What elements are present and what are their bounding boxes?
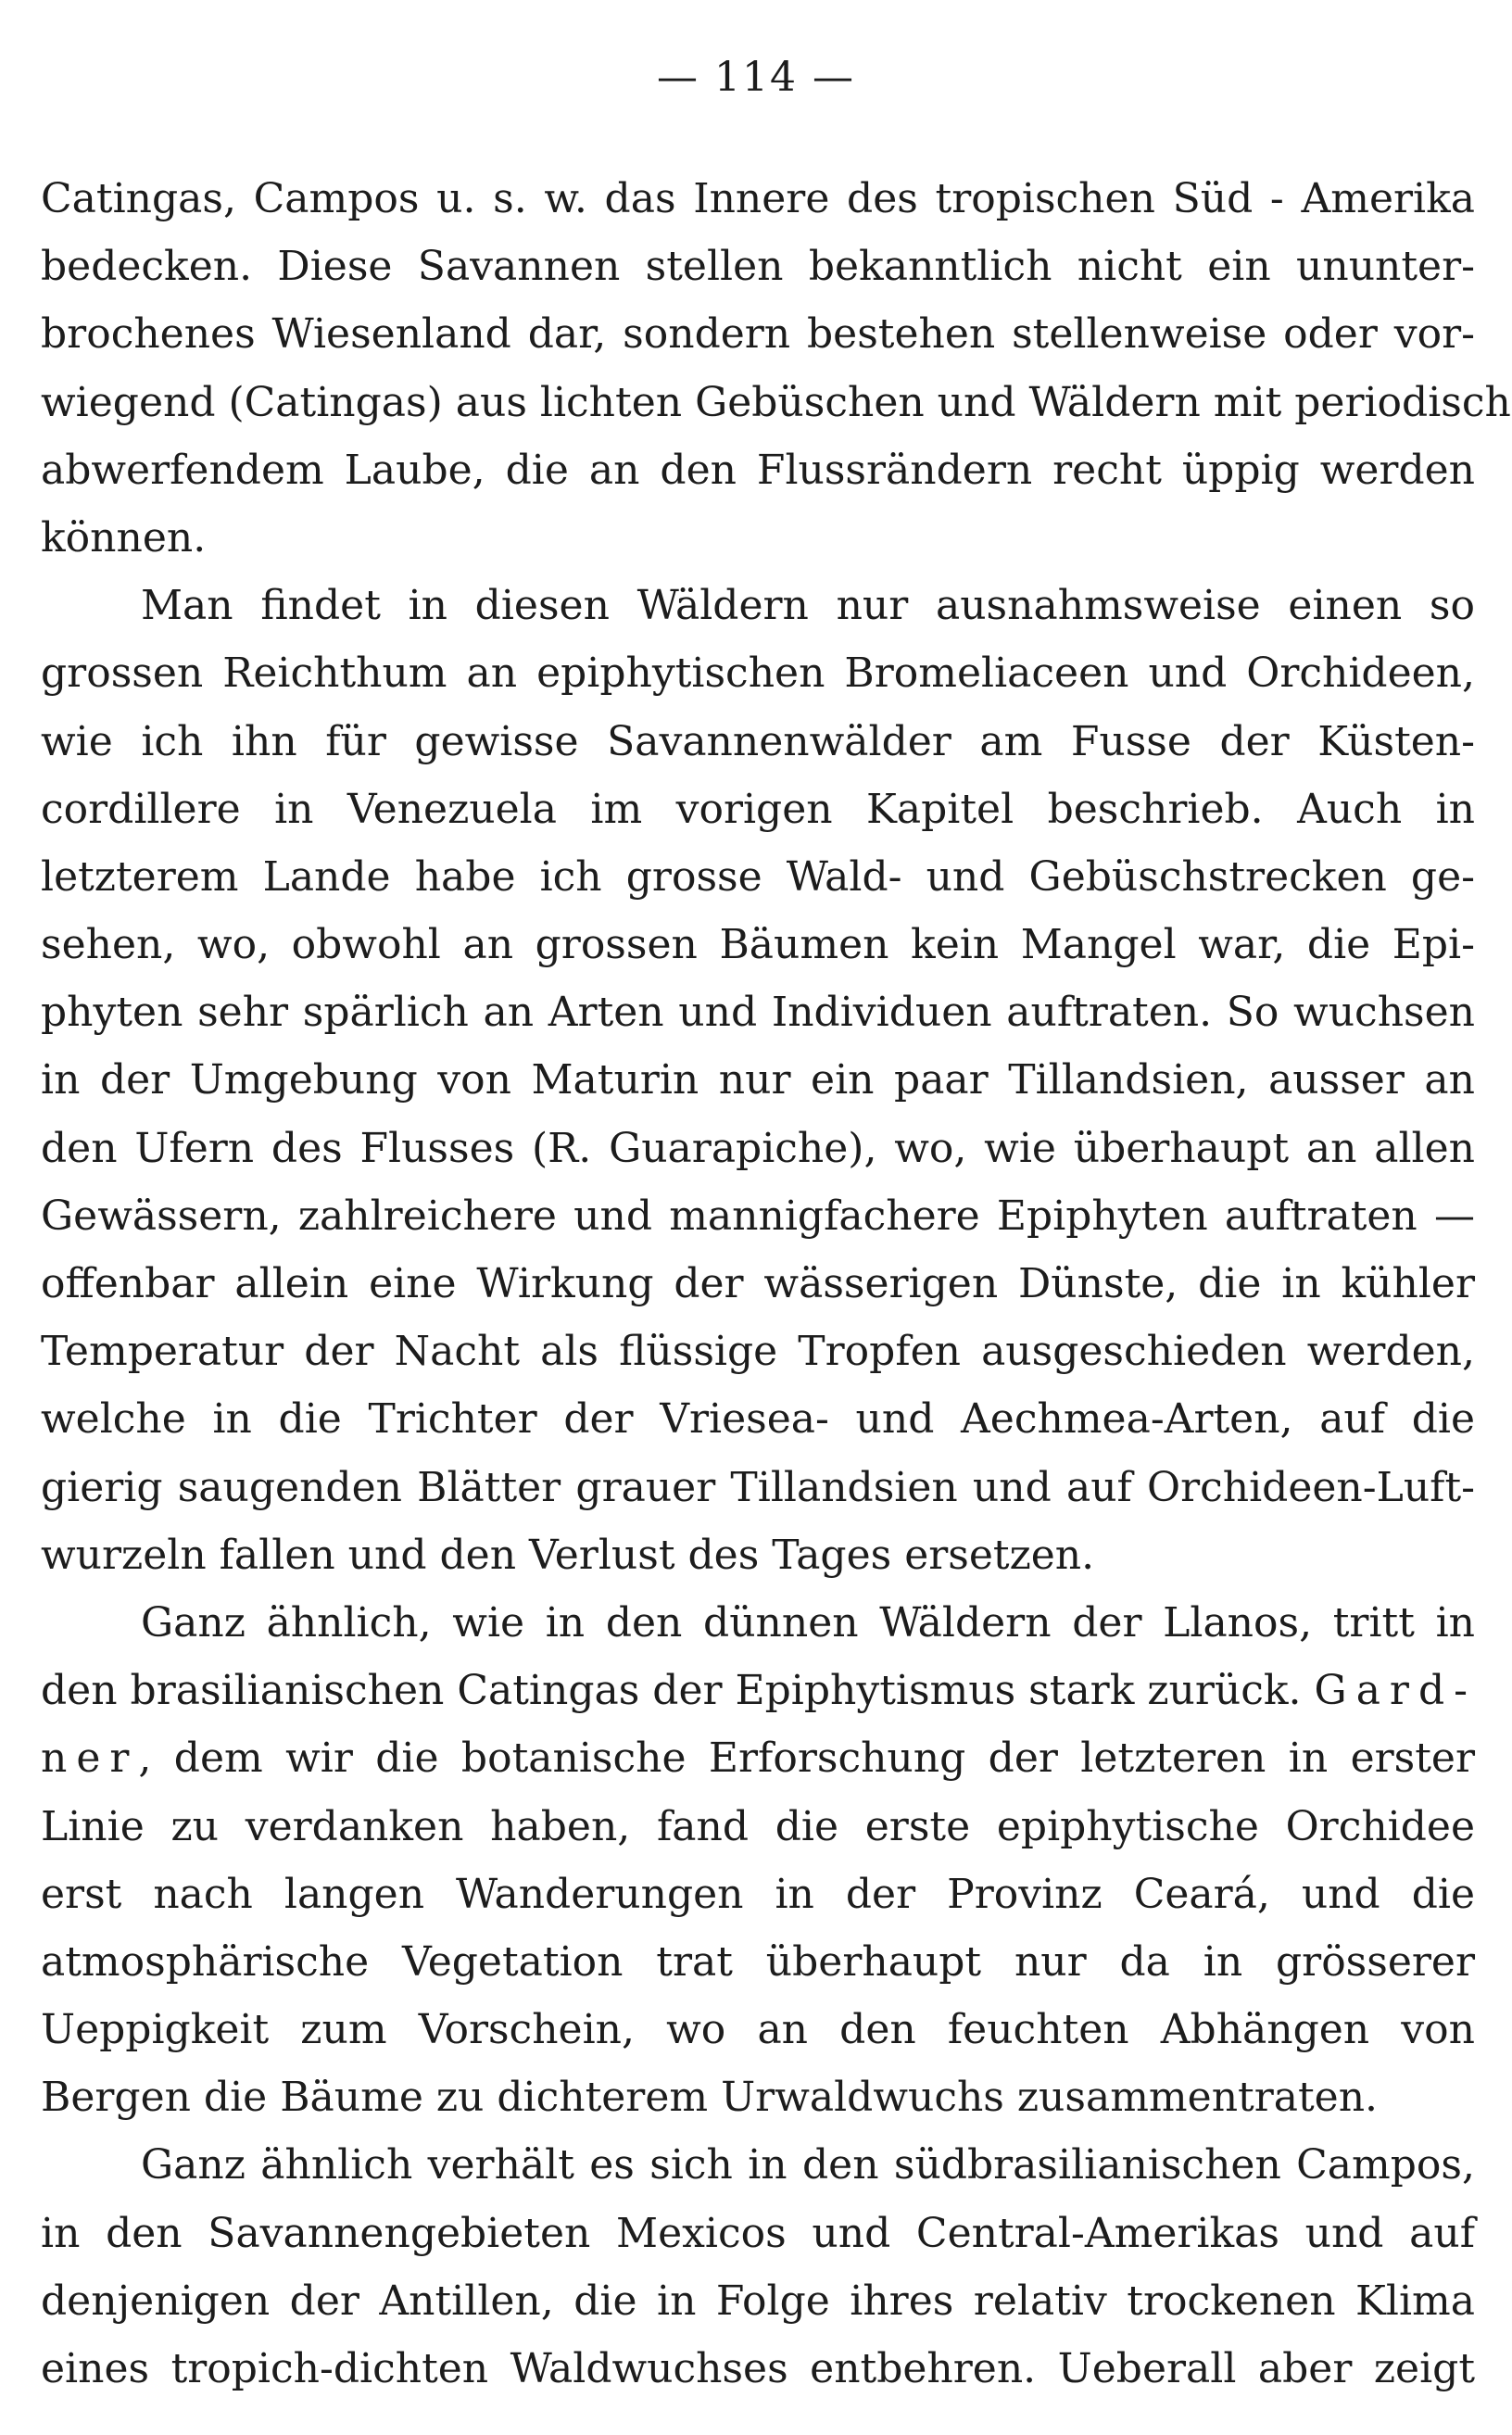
text-line: in der Umgebung von Maturin nur ein paar Tillandsien, ausser an — [41, 1056, 1475, 1104]
paragraph — [41, 572, 1475, 1589]
text-line: letzterem Lande habe ich grosse Wald- und Gebüschstrecken ge- — [41, 852, 1475, 901]
text-line: Linie zu verdanken haben, fand die erste epiphytische Orchidee — [41, 1802, 1475, 1850]
text-line: gierig saugenden Blätter grauer Tillandsien und auf Orchideen-Luft- — [41, 1463, 1475, 1511]
text-line — [41, 1657, 1475, 1724]
paragraph — [41, 2131, 1475, 2403]
paragraph — [41, 165, 1511, 572]
text-line: Ganz ähnlich verhält es sich in den südbrasilianischen Campos, — [141, 2141, 1475, 2189]
text-line-segment: , dem wir die botanische Erforschung der letzteren in erster — [138, 1735, 1475, 1783]
text-line: den Ufern des Flusses (R. Guarapiche), wo, wie überhaupt an allen — [41, 1124, 1475, 1172]
page-number: — 114 — — [657, 54, 855, 101]
text-line: denjenigen der Antillen, die in Folge ihres relativ trockenen Klima — [41, 2277, 1475, 2325]
text-line: in den Savannengebieten Mexicos und Central-Amerikas und auf — [41, 2209, 1475, 2257]
text-line: Catingas, Campos u. s. w. das Innere des tropischen Süd - Amerika — [41, 175, 1475, 222]
text-line: Ganz ähnlich, wie in den dünnen Wäldern der Llanos, tritt in — [141, 1598, 1475, 1646]
text-line: wurzeln fallen und den Verlust des Tages ersetzen. — [41, 1531, 1095, 1579]
text-line: abwerfendem Laube, die an den Flussrändern recht üppig werden — [41, 446, 1475, 494]
paragraph — [41, 1589, 1475, 2132]
text-line: eines tropich-dichten Waldwuchses entbehren. Ueberall aber zeigt — [41, 2345, 1475, 2392]
text-line — [41, 1724, 1475, 1792]
text-line: Man findet in diesen Wäldern nur ausnahmsweise einen so — [141, 582, 1475, 630]
text-line: brochenes Wiesenland dar, sondern bestehen stellenweise oder vor- — [41, 310, 1475, 359]
text-line: Ueppigkeit zum Vorschein, wo an den feuchten Abhängen von — [41, 2006, 1475, 2054]
spaced-author-name: Gard- — [1314, 1667, 1477, 1715]
text-line: offenbar allein eine Wirkung der wässerigen Dünste, die in kühler — [41, 1260, 1475, 1307]
text-line: cordillere in Venezuela im vorigen Kapitel beschrieb. Auch in — [41, 785, 1475, 833]
text-line: bedecken. Diese Savannen stellen bekanntlich nicht ein ununter- — [41, 243, 1475, 291]
text-line: Temperatur der Nacht als flüssige Tropfen ausgeschieden werden, — [41, 1328, 1475, 1376]
text-line: können. — [41, 513, 207, 561]
spaced-author-name: ner — [41, 1735, 139, 1783]
text-line: erst nach langen Wanderungen in der Provinz Ceará, und die — [41, 1870, 1475, 1918]
text-line-segment: den brasilianischen Catingas der Epiphytismus stark zurück. — [41, 1667, 1302, 1715]
text-line: sehen, wo, obwohl an grossen Bäumen kein Mangel war, die Epi- — [41, 921, 1475, 969]
text-line: wiegend (Catingas) aus lichten Gebüschen und Wäldern mit periodisch — [41, 378, 1511, 426]
text-line: grossen Reichthum an epiphytischen Bromeliaceen und Orchideen, — [41, 650, 1475, 698]
text-line: Bergen die Bäume zu dichterem Urwaldwuchs zusammentraten. — [41, 2074, 1379, 2122]
text-line: atmosphärische Vegetation trat überhaupt nur da in grösserer — [41, 1937, 1475, 1986]
text-line: Gewässern, zahlreichere und mannigfachere Epiphyten auftraten — — [41, 1192, 1475, 1240]
text-line: wie ich ihn für gewisse Savannenwälder am Fusse der Küsten- — [41, 717, 1475, 765]
text-line: welche in die Trichter der Vriesea- und Aechmea-Arten, auf die — [41, 1395, 1475, 1444]
text-line: phyten sehr spärlich an Arten und Individuen auftraten. So wuchsen — [41, 989, 1475, 1037]
body-text — [41, 165, 1511, 2403]
